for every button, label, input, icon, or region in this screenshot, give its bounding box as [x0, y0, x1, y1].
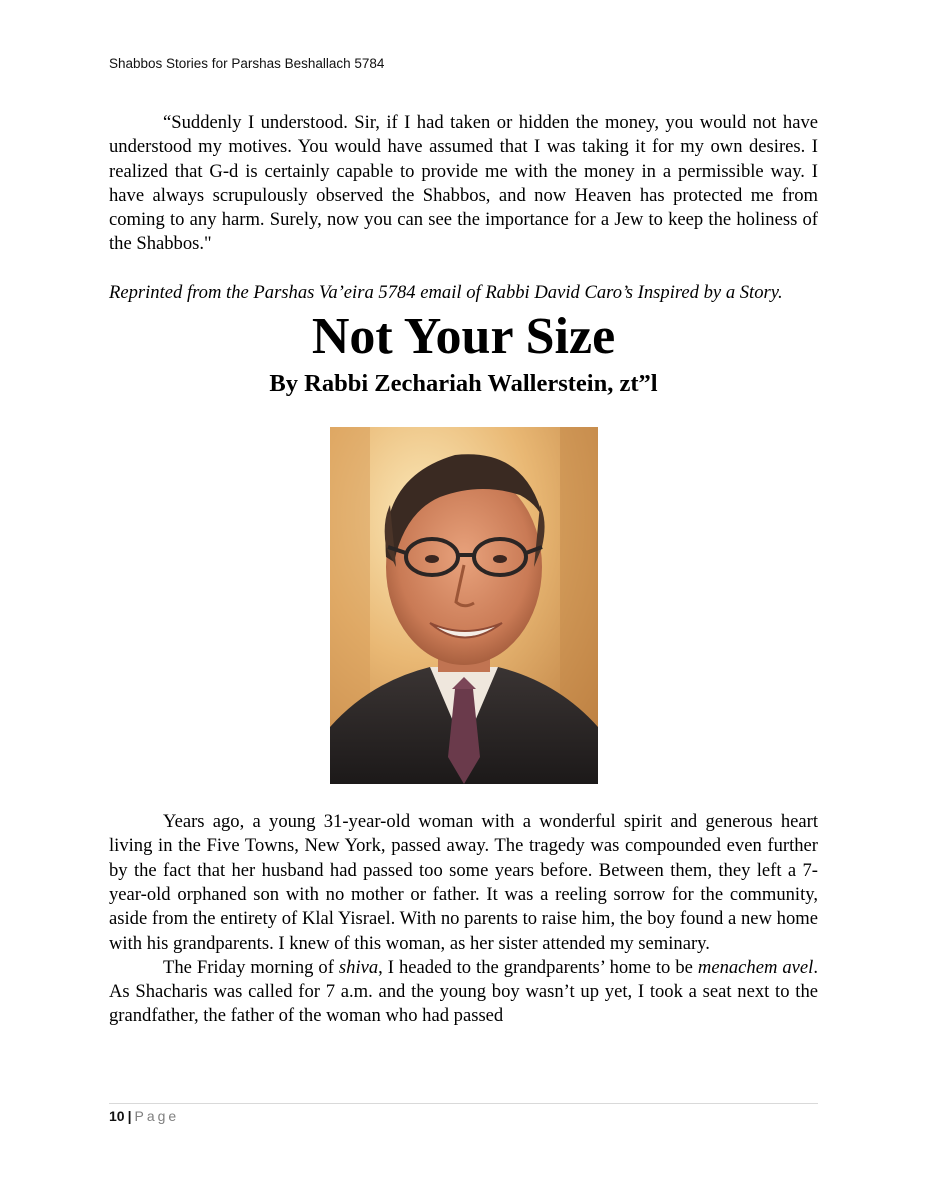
page-content — [109, 111, 818, 1029]
page-label: Page — [134, 1108, 180, 1124]
article-title: Not Your Size — [311, 308, 616, 366]
article-paragraph-2 — [109, 956, 818, 1029]
paragraph-2-italic-shiva: shiva — [338, 956, 379, 978]
paragraph-2-italic-menachem-avel: menachem avel — [697, 956, 814, 978]
article-byline: By Rabbi Zechariah Wallerstein, zt”l — [269, 370, 658, 398]
portrait-photo-icon — [330, 427, 598, 784]
paragraph-2-text-3: . As Shacharis was called for 7 a.m. and the young boy wasn’t up yet, I took a seat next to the grandfather, the father of the woman who had passed — [109, 956, 819, 1027]
paragraph-2-text-2: , I headed to the grandparents’ home to be — [378, 956, 698, 978]
page-footer — [109, 1103, 818, 1124]
reprint-credit: Reprinted from the Parshas Va’eira 5784 email of Rabbi David Caro’s Inspired by a Story. — [109, 281, 783, 303]
running-header: Shabbos Stories for Parshas Beshallach 5784 — [109, 56, 385, 71]
author-photo — [330, 427, 598, 784]
article-paragraph-1: Years ago, a young 31-year-old woman with a wonderful spirit and generous heart living in the Five Towns, New York, passed away. The tragedy was compounded even further by the fact that her husband had passed too some years before. Between them, they left a 7-year-old orphaned son with no mother or father. It was a reeling sorrow for the community, aside from the entirety of Klal Yisrael. With no parents to raise him, the boy found a new home with his grandparents. I knew of this woman, as her sister attended my seminary. — [109, 811, 818, 954]
story-closing-paragraph: “Suddenly I understood. Sir, if I had taken or hidden the money, you would not have understood my motives. You would have assumed that I was taking it for my own desires. I realized that G-d is certainly capable to provide me with the money in a permissible way. I have always scrupulously observed the Shabbos, and now Heaven has protected me from coming to any harm. Surely, now you can see the importance for a Jew to keep the holiness of the Shabbos." — [109, 112, 818, 255]
page-number: 10 — [109, 1108, 125, 1124]
page-separator: | — [127, 1108, 132, 1124]
paragraph-2-text-1: The Friday morning of — [163, 956, 339, 978]
